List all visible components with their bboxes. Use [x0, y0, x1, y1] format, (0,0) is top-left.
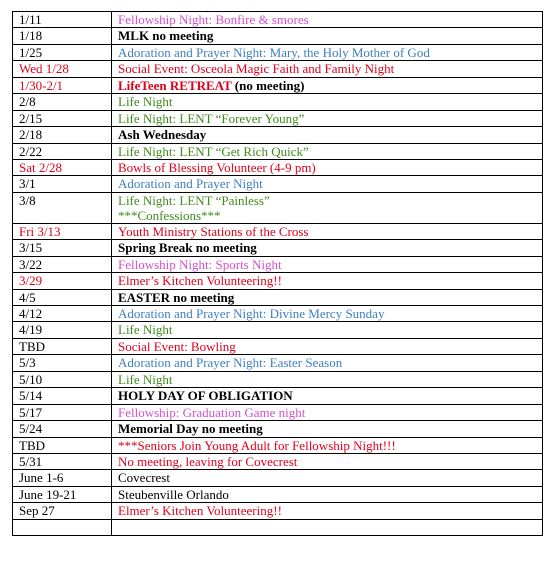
event-cell	[112, 256, 543, 272]
event-label: No meeting, leaving for Covecrest	[118, 453, 298, 469]
event-label: MLK no meeting	[118, 28, 214, 44]
event-label: Life Night	[118, 94, 173, 110]
date-cell: 4/5	[13, 289, 112, 305]
event-label: Social Event: Osceola Magic Faith and Family Night	[118, 61, 395, 77]
event-cell	[112, 176, 543, 192]
event-label: Life Night	[118, 371, 173, 387]
event-label: Bowls of Blessing Volunteer (4-9 pm)	[118, 159, 316, 175]
table-row	[13, 289, 543, 305]
date-cell: 2/22	[13, 143, 112, 159]
table-row	[13, 519, 543, 535]
date-cell: June 1-6	[13, 470, 112, 486]
event-cell	[112, 94, 543, 110]
event-label: Social Event: Bowling	[118, 338, 236, 354]
event-cell	[112, 223, 543, 239]
date-cell: 5/14	[13, 388, 112, 404]
table-row	[13, 371, 543, 387]
event-cell	[112, 421, 543, 437]
date-cell: 4/12	[13, 306, 112, 322]
event-cell	[112, 61, 543, 77]
event-cell	[112, 371, 543, 387]
event-cell	[112, 12, 543, 28]
event-cell	[112, 143, 543, 159]
date-cell: 3/22	[13, 256, 112, 272]
event-label: Fellowship: Graduation Game night	[118, 404, 306, 420]
date-cell: 2/18	[13, 127, 112, 143]
event-note: ***Confessions***	[118, 207, 221, 223]
date-cell: 5/10	[13, 371, 112, 387]
table-row	[13, 437, 543, 453]
date-cell: 5/31	[13, 453, 112, 469]
table-row	[13, 110, 543, 126]
table-row	[13, 503, 543, 519]
date-cell: June 19-21	[13, 486, 112, 502]
event-cell	[112, 437, 543, 453]
event-label: Ash Wednesday	[118, 127, 207, 143]
table-row	[13, 223, 543, 239]
event-cell	[112, 44, 543, 60]
event-label: Spring Break no meeting	[118, 240, 257, 256]
date-cell	[13, 519, 112, 535]
event-cell	[112, 289, 543, 305]
event-label: Life Night: LENT “Get Rich Quick”	[118, 143, 309, 159]
event-cell	[112, 503, 543, 519]
event-label: Steubenville Orlando	[118, 486, 229, 502]
event-cell	[112, 388, 543, 404]
date-cell: 1/18	[13, 28, 112, 44]
event-cell	[112, 338, 543, 354]
date-cell: 2/15	[13, 110, 112, 126]
table-row	[13, 388, 543, 404]
event-cell	[112, 28, 543, 44]
schedule-table	[12, 11, 543, 536]
date-cell: 5/24	[13, 421, 112, 437]
event-cell	[112, 470, 543, 486]
event-label: Life Night: LENT “Painless”	[118, 192, 270, 208]
table-row	[13, 273, 543, 289]
table-row	[13, 338, 543, 354]
table-row	[13, 28, 543, 44]
table-row	[13, 192, 543, 223]
event-label: Life Night: LENT “Forever Young”	[118, 110, 305, 126]
event-cell	[112, 273, 543, 289]
date-cell: Sat 2/28	[13, 159, 112, 175]
date-cell: Fri 3/13	[13, 223, 112, 239]
event-label: Elmer’s Kitchen Volunteering!!	[118, 503, 282, 519]
table-row	[13, 12, 543, 28]
date-cell: 5/17	[13, 404, 112, 420]
event-cell	[112, 192, 543, 223]
date-cell: 3/15	[13, 240, 112, 256]
date-cell: TBD	[13, 437, 112, 453]
event-cell	[112, 519, 543, 535]
table-row	[13, 159, 543, 175]
event-label: LifeTeen RETREAT	[118, 77, 232, 93]
event-label: Adoration and Prayer Night: Easter Season	[118, 355, 343, 371]
event-label: EASTER no meeting	[118, 289, 235, 305]
event-label: Fellowship Night: Bonfire & smores	[118, 12, 309, 27]
table-row	[13, 355, 543, 371]
event-label: Adoration and Prayer Night: Mary, the Holy Mother of God	[118, 44, 430, 60]
date-cell: 5/3	[13, 355, 112, 371]
table-row	[13, 143, 543, 159]
event-cell	[112, 322, 543, 338]
event-label: Memorial Day no meeting	[118, 421, 263, 437]
date-cell: 1/25	[13, 44, 112, 60]
event-label: Adoration and Prayer Night: Divine Mercy Sunday	[118, 306, 385, 321]
event-cell	[112, 159, 543, 175]
event-label: Life Night	[118, 322, 173, 338]
table-row	[13, 240, 543, 256]
table-row	[13, 256, 543, 272]
event-label: Covecrest	[118, 470, 170, 486]
event-label: Adoration and Prayer Night	[118, 176, 263, 192]
table-row	[13, 421, 543, 437]
table-row	[13, 127, 543, 143]
table-row	[13, 404, 543, 420]
schedule-body	[13, 12, 543, 536]
table-row	[13, 77, 543, 93]
table-row	[13, 486, 543, 502]
event-label: ***Seniors Join Young Adult for Fellowship Night!!!	[118, 437, 396, 453]
event-cell	[112, 355, 543, 371]
event-cell	[112, 306, 543, 322]
date-cell: 2/8	[13, 94, 112, 110]
event-label: Elmer’s Kitchen Volunteering!!	[118, 273, 282, 289]
date-cell: TBD	[13, 338, 112, 354]
event-label: Fellowship Night: Sports Night	[118, 256, 282, 272]
date-cell: 3/8	[13, 192, 112, 223]
event-cell	[112, 404, 543, 420]
table-row	[13, 176, 543, 192]
table-row	[13, 453, 543, 469]
event-cell	[112, 240, 543, 256]
date-cell: 1/11	[13, 12, 112, 28]
date-cell: Wed 1/28	[13, 61, 112, 77]
event-label: HOLY DAY OF OBLIGATION	[118, 388, 293, 404]
event-cell	[112, 127, 543, 143]
date-cell: 1/30-2/1	[13, 77, 112, 93]
table-row	[13, 94, 543, 110]
table-row	[13, 322, 543, 338]
table-row	[13, 306, 543, 322]
date-cell: 4/19	[13, 322, 112, 338]
table-row	[13, 44, 543, 60]
event-cell	[112, 453, 543, 469]
event-cell	[112, 110, 543, 126]
event-cell	[112, 486, 543, 502]
table-row	[13, 61, 543, 77]
event-label: Youth Ministry Stations of the Cross	[118, 223, 309, 239]
table-row	[13, 470, 543, 486]
date-cell: 3/1	[13, 176, 112, 192]
date-cell: Sep 27	[13, 503, 112, 519]
event-cell	[112, 77, 543, 93]
date-cell: 3/29	[13, 273, 112, 289]
event-suffix: (no meeting)	[231, 77, 305, 93]
